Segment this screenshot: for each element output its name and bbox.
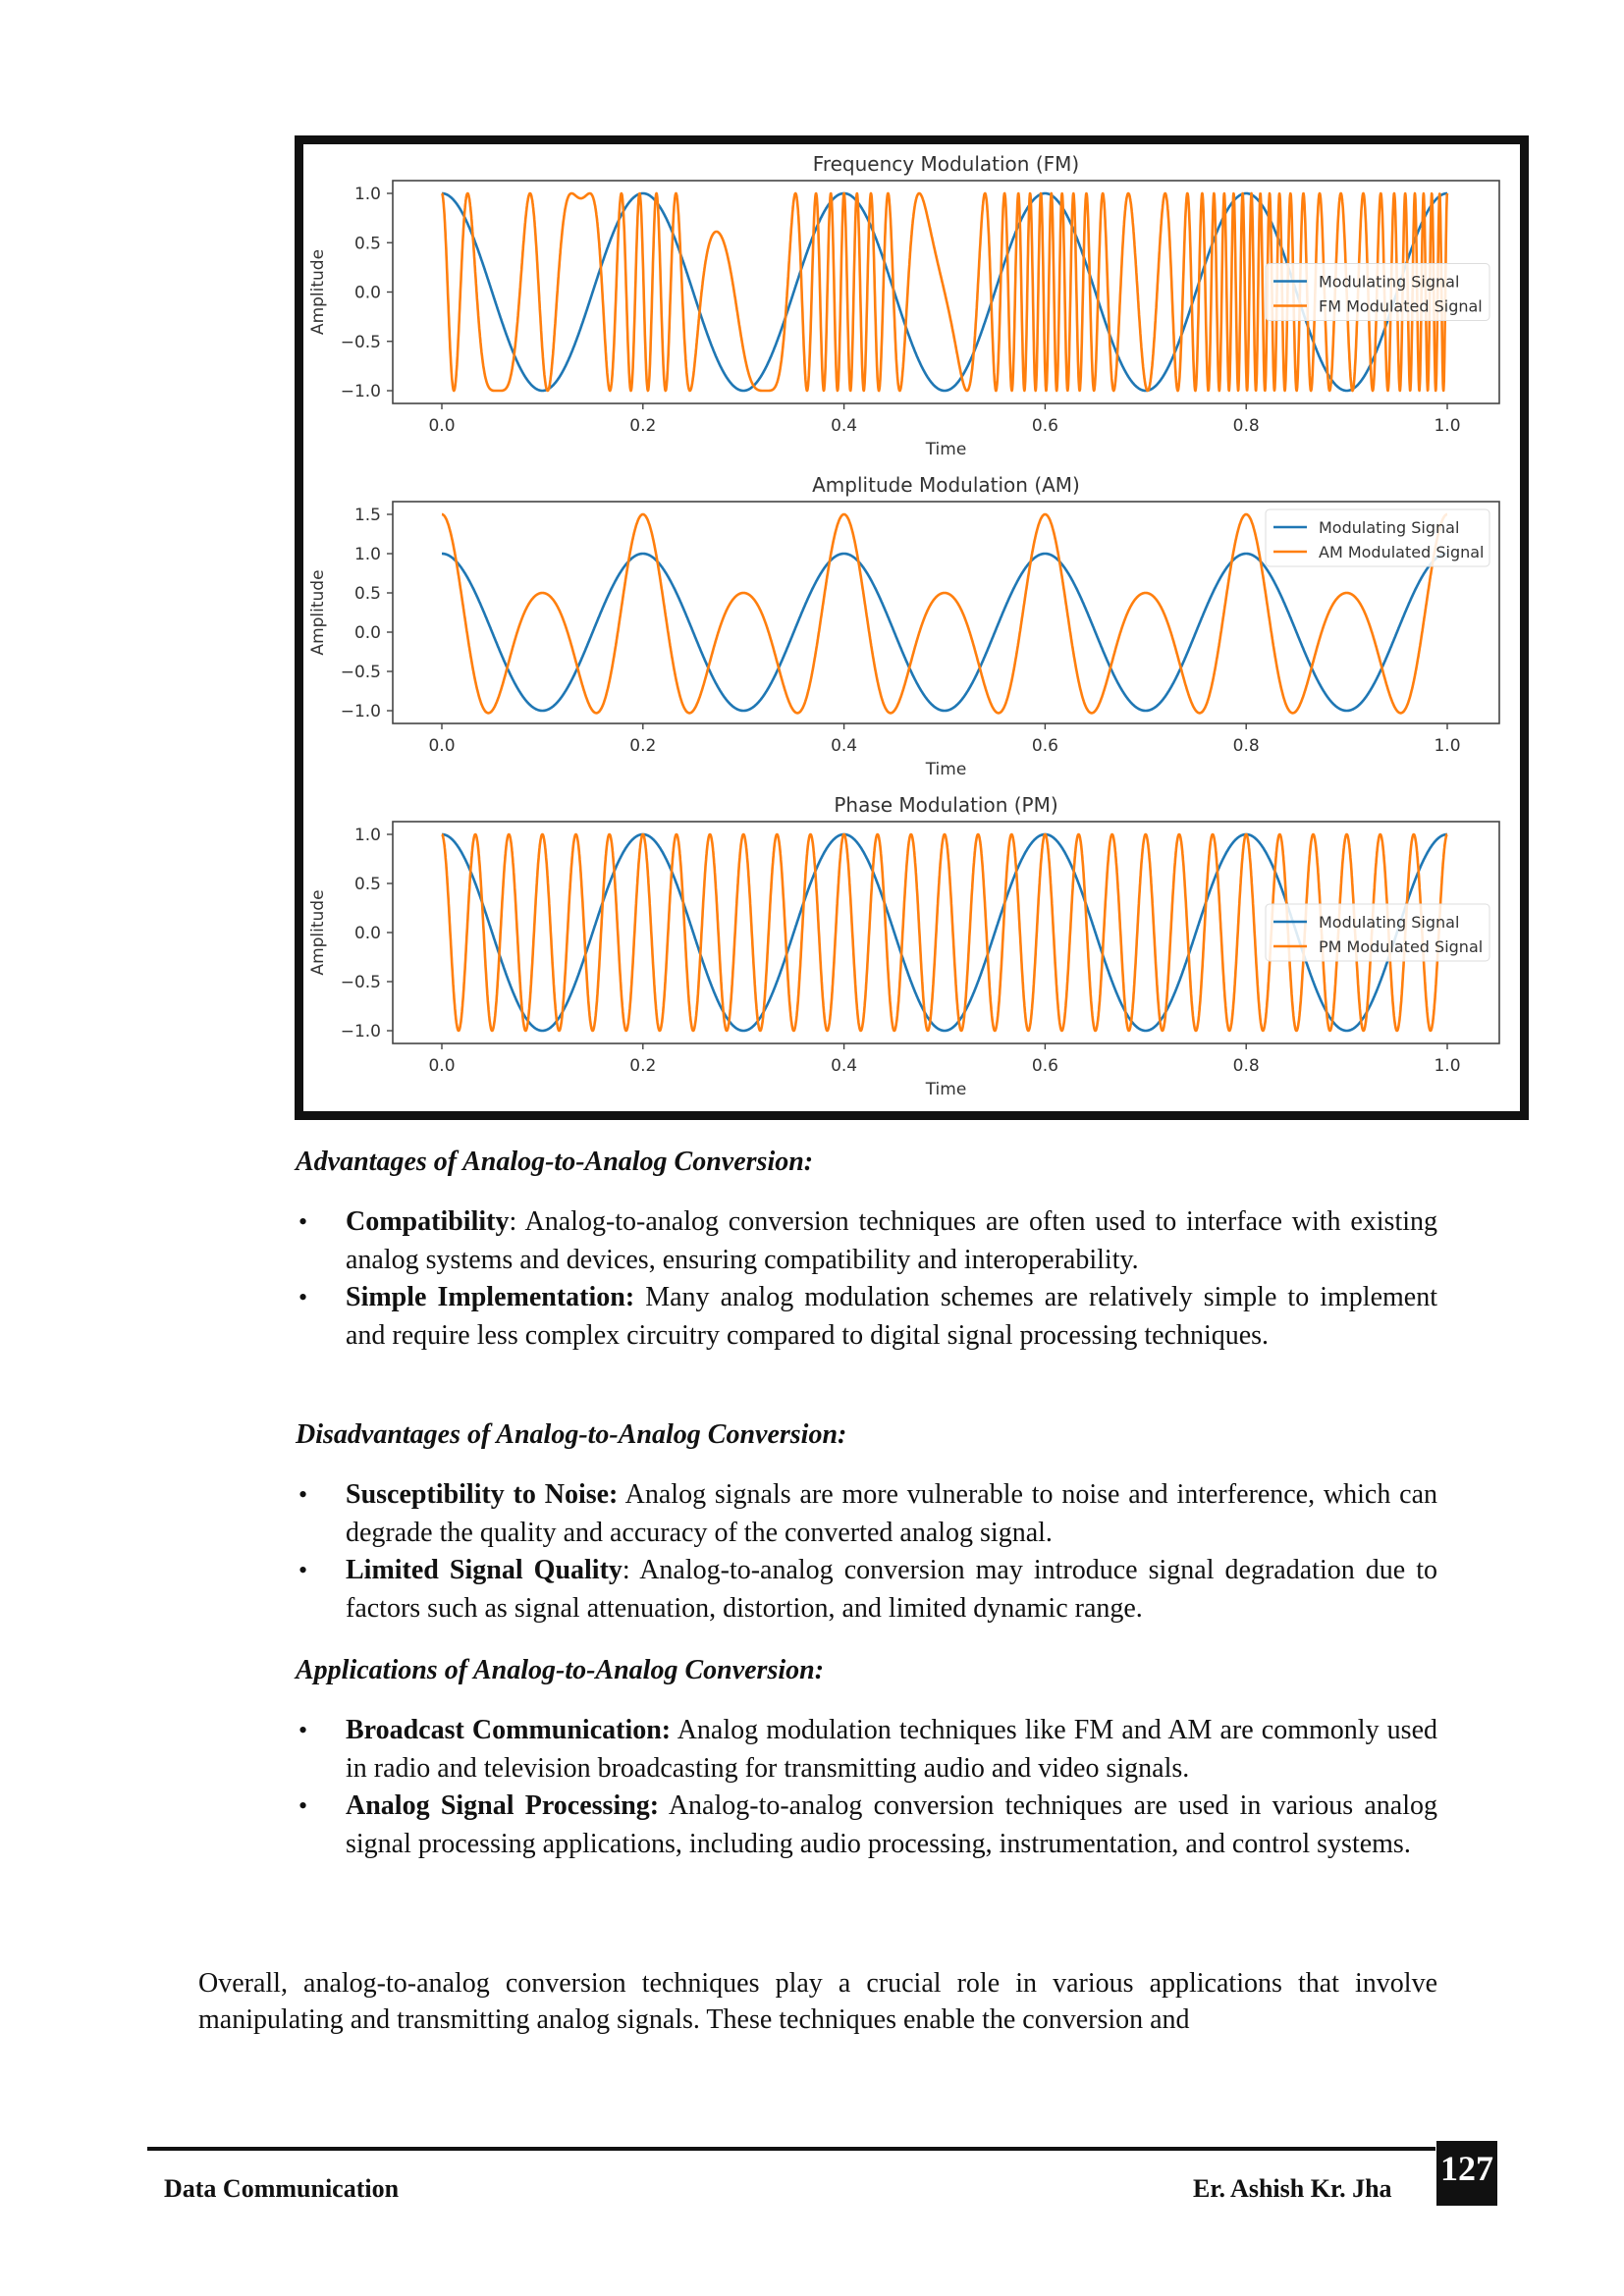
- y-tick-label: −1.0: [340, 382, 381, 401]
- list-item: [296, 1552, 1437, 1628]
- y-tick-label: 0.0: [353, 283, 381, 303]
- legend-entry: Modulating Signal: [1319, 518, 1460, 537]
- x-tick-label: 1.0: [1434, 736, 1461, 756]
- legend-entry: Modulating Signal: [1319, 913, 1460, 932]
- y-tick-label: 0.5: [353, 875, 381, 894]
- y-tick-label: 0.0: [353, 623, 381, 643]
- page-number: 127: [1436, 2141, 1497, 2206]
- legend-entry: AM Modulated Signal: [1319, 543, 1485, 561]
- item-term: Compatibility: [346, 1206, 510, 1237]
- bullet-icon: •: [298, 1556, 308, 1584]
- modulation-figure: [295, 135, 1529, 1120]
- y-tick-label: 0.0: [353, 924, 381, 943]
- item-sep: [659, 1790, 669, 1821]
- x-axis-label: Time: [925, 1080, 967, 1099]
- y-tick-label: 1.0: [353, 826, 381, 845]
- item-term: Susceptibility to Noise:: [346, 1479, 619, 1510]
- chart-title: Amplitude Modulation (AM): [812, 473, 1080, 497]
- x-tick-label: 1.0: [1434, 416, 1461, 436]
- y-tick-label: 1.0: [353, 185, 381, 204]
- item-text: Analog-to-analog conversion may introduce signal degradation due to factors such as signal attenuation, distortion, and limited dynamic range.: [346, 1555, 1438, 1624]
- x-tick-label: 0.4: [831, 416, 858, 436]
- item-text: Analog-to-analog conversion techniques are used in various analog signal processing applications, including audio processing, instrumentation, and control systems.: [346, 1790, 1437, 1859]
- x-tick-label: 0.0: [428, 416, 456, 436]
- disadvantages-heading: Disadvantages of Analog-to-Analog Conversion:: [296, 1419, 847, 1450]
- x-tick-label: 0.8: [1232, 416, 1260, 436]
- item-sep: :: [622, 1555, 640, 1585]
- footer-book-title: Data Communication: [164, 2174, 400, 2203]
- list-item: [296, 1476, 1437, 1552]
- item-sep: :: [509, 1206, 525, 1237]
- advantages-heading: Advantages of Analog-to-Analog Conversion:: [296, 1147, 814, 1177]
- bullet-icon: •: [298, 1716, 308, 1744]
- bullet-icon: •: [298, 1791, 308, 1820]
- x-tick-label: 0.8: [1232, 736, 1260, 756]
- y-tick-label: 1.0: [353, 545, 381, 564]
- y-tick-label: 1.5: [353, 506, 381, 525]
- legend-entry: FM Modulated Signal: [1319, 296, 1483, 316]
- x-tick-label: 0.2: [629, 416, 657, 436]
- x-tick-label: 0.0: [428, 1056, 456, 1076]
- item-text: Analog signals are more vulnerable to noise and interference, which can degrade the quality and accuracy of the converted analog signal.: [346, 1479, 1437, 1548]
- item-text: Many analog modulation schemes are relatively simple to implement and require less complex circuitry compared to digital signal processing techniques.: [346, 1282, 1437, 1351]
- x-tick-label: 0.4: [831, 1056, 858, 1076]
- y-tick-label: 0.5: [353, 584, 381, 604]
- x-tick-label: 0.8: [1232, 1056, 1260, 1076]
- item-text: Analog-to-analog conversion techniques are often used to interface with existing analog systems and devices, ensuring compatibility and interoperability.: [346, 1206, 1438, 1275]
- bullet-icon: •: [298, 1207, 308, 1236]
- item-term: Simple Implementation:: [346, 1282, 635, 1312]
- x-tick-label: 0.6: [1031, 416, 1058, 436]
- chart-title: Frequency Modulation (FM): [812, 152, 1080, 176]
- list-item: [296, 1203, 1437, 1279]
- list-item: [296, 1712, 1437, 1788]
- x-tick-label: 0.6: [1031, 736, 1058, 756]
- chart-panel-amplitude: [308, 473, 1499, 779]
- disadvantages-list: [296, 1476, 1437, 1628]
- x-tick-label: 0.4: [831, 736, 858, 756]
- x-axis-label: Time: [925, 760, 967, 779]
- chart-panel-frequency: [308, 152, 1499, 459]
- x-axis-label: Time: [925, 440, 967, 459]
- x-tick-label: 0.0: [428, 736, 456, 756]
- x-tick-label: 0.2: [629, 1056, 657, 1076]
- y-tick-label: −1.0: [340, 702, 381, 721]
- item-term: Broadcast Communication:: [346, 1715, 672, 1745]
- advantages-list: [296, 1203, 1437, 1355]
- list-item: [296, 1279, 1437, 1355]
- item-text: Analog modulation techniques like FM and AM are commonly used in radio and television broadcasting for transmitting audio and video signals.: [346, 1715, 1437, 1784]
- modulating-signal-line: [442, 554, 1447, 711]
- y-tick-label: −0.5: [340, 663, 381, 682]
- y-tick-label: 0.5: [353, 234, 381, 254]
- modulation-charts: [303, 144, 1520, 1111]
- y-tick-label: −1.0: [340, 1022, 381, 1041]
- bullet-icon: •: [298, 1480, 308, 1509]
- chart-title: Phase Modulation (PM): [834, 793, 1058, 817]
- list-item: [296, 1788, 1437, 1863]
- legend-entry: PM Modulated Signal: [1319, 937, 1484, 956]
- chart-panel-phase: [308, 793, 1499, 1099]
- y-axis-label: Amplitude: [308, 248, 328, 336]
- y-axis-label: Amplitude: [308, 569, 328, 656]
- item-term: Limited Signal Quality: [346, 1555, 623, 1585]
- closing-paragraph: Overall, analog-to-analog conversion techniques play a crucial role in various applications that involve manipulating and transmitting analog signals. These techniques enable the conversion and: [198, 1968, 1437, 2035]
- item-sep: [634, 1282, 645, 1312]
- applications-heading: Applications of Analog-to-Analog Conversion:: [296, 1655, 825, 1685]
- x-tick-label: 0.6: [1031, 1056, 1058, 1076]
- bullet-icon: •: [298, 1283, 308, 1311]
- y-axis-label: Amplitude: [308, 889, 328, 976]
- footer-rule: [147, 2147, 1435, 2151]
- legend-entry: Modulating Signal: [1319, 272, 1460, 292]
- item-sep: [618, 1479, 624, 1510]
- y-tick-label: −0.5: [340, 332, 381, 352]
- item-term: Analog Signal Processing:: [346, 1790, 660, 1821]
- footer-author: Er. Ashish Kr. Jha: [1193, 2174, 1392, 2203]
- y-tick-label: −0.5: [340, 973, 381, 992]
- applications-list: [296, 1712, 1437, 1863]
- x-tick-label: 1.0: [1434, 1056, 1461, 1076]
- x-tick-label: 0.2: [629, 736, 657, 756]
